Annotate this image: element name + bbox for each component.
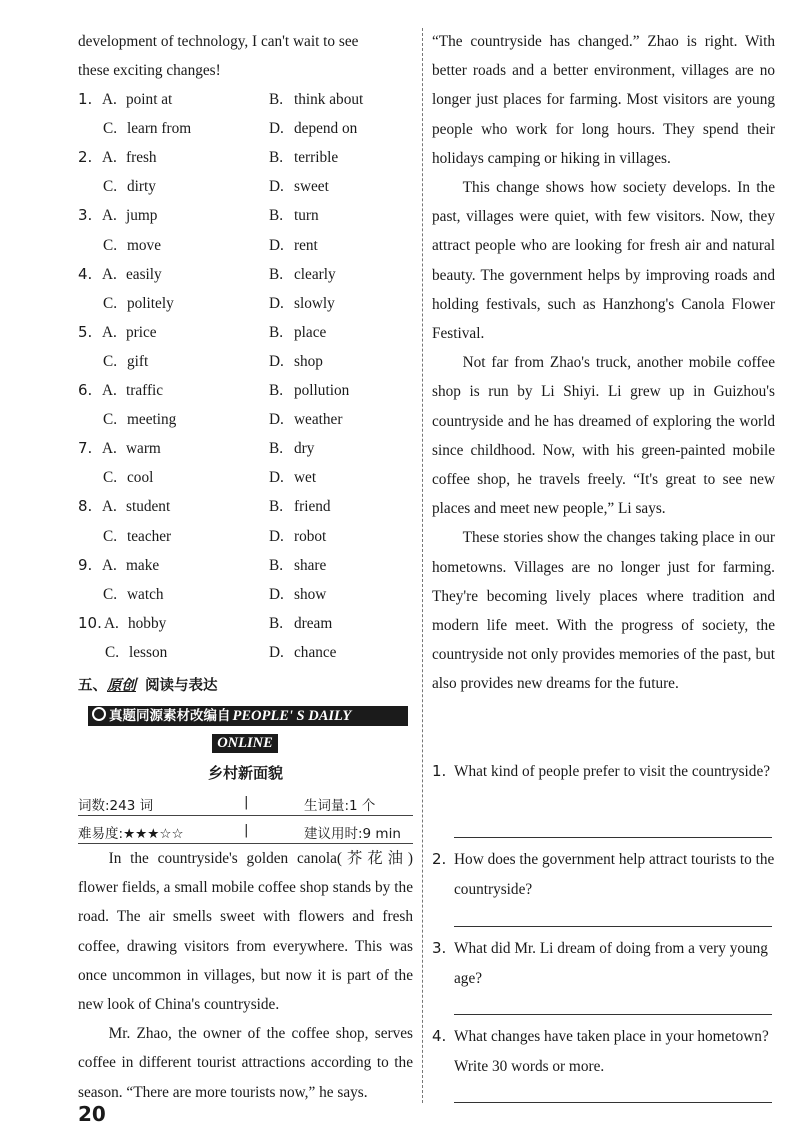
option-letter: B. (269, 323, 284, 341)
option-a: price (126, 323, 157, 341)
option-b: dry (294, 440, 315, 458)
option-letter: A. (102, 440, 117, 458)
section-heading (78, 674, 218, 695)
pin-icon (92, 707, 106, 721)
option-b: share (294, 556, 327, 574)
section-title: 阅读与表达 (145, 678, 218, 694)
option-letter: A. (102, 498, 117, 516)
question-1 (432, 757, 775, 817)
option-row (78, 522, 413, 551)
answer-line-1[interactable] (454, 837, 772, 838)
option-letter: A. (102, 91, 117, 108)
option-letter: D. (269, 178, 284, 196)
option-letter: C. (103, 236, 118, 254)
option-row (78, 231, 413, 260)
suggested-time: 建议用时:9 min (304, 826, 401, 842)
option-letter: B. (269, 207, 284, 225)
option-d: robot (294, 527, 327, 545)
question-number: 8. (78, 497, 93, 516)
option-c: watch (127, 585, 164, 603)
option-a: point at (126, 91, 173, 108)
option-row (78, 492, 413, 521)
option-a: traffic (126, 382, 164, 399)
question-number: 4. (432, 1027, 447, 1045)
option-a: warm (126, 440, 161, 458)
option-letter: C. (103, 294, 118, 312)
option-a: fresh (126, 149, 157, 167)
intro-line-2: these exciting changes! (78, 62, 221, 79)
option-row (78, 143, 413, 172)
banner-prefix: 真题同源素材改编自 (109, 708, 231, 724)
section-tag: 原创 (107, 678, 136, 694)
option-a: student (126, 498, 171, 516)
option-letter: D. (269, 527, 284, 545)
intro-line-1: development of technology, I can't wait to see (78, 33, 359, 50)
option-b: clearly (294, 265, 336, 283)
option-letter: C. (103, 527, 118, 545)
option-c: politely (127, 294, 174, 312)
option-letter: A. (102, 323, 117, 341)
banner-source: PEOPLE' S DAILY (232, 708, 352, 724)
option-c: gift (127, 352, 149, 370)
option-row (78, 172, 413, 201)
question-text: What did Mr. Li dream of doing from a very young age? (454, 940, 768, 987)
option-a: hobby (128, 614, 167, 632)
option-row (78, 609, 413, 638)
question-4 (432, 1022, 775, 1082)
new-words: 生词量:1 个 (304, 798, 376, 814)
option-row (78, 260, 413, 289)
meta-separator: | (244, 794, 249, 810)
option-row (78, 85, 413, 114)
option-letter: B. (269, 382, 284, 399)
option-letter: B. (269, 440, 284, 458)
option-d: rent (294, 236, 318, 254)
question-number: 7. (78, 439, 93, 458)
meta-separator: | (244, 822, 249, 838)
option-row (78, 551, 413, 580)
paragraph-2: Mr. Zhao, the owner of the coffee shop, serves coffee in different tourist attractions according to the season. “There are more tourists now,” he says. (78, 1025, 413, 1101)
option-c: teacher (127, 527, 172, 545)
option-b: dream (294, 614, 333, 632)
option-letter: A. (102, 207, 117, 225)
question-text: What kind of people prefer to visit the countryside? (454, 763, 771, 780)
option-row (78, 463, 413, 492)
paragraph-4: This change shows how society develops. In the past, villages were quiet, with few visitors. Now, they attract people who are looking for fresh air and natural beauty. The government helps by improving roads and holding festivals, such as Hanzhong's Canola Flower Festival. (432, 179, 775, 343)
column-divider (422, 28, 423, 1103)
option-d: chance (294, 643, 337, 661)
option-row (78, 580, 413, 609)
option-letter: C. (103, 352, 118, 370)
word-count: 词数:243 词 (78, 798, 154, 814)
option-b: friend (294, 498, 331, 516)
option-c: cool (127, 469, 154, 487)
option-letter: A. (102, 556, 117, 574)
option-c: dirty (127, 178, 156, 196)
option-a: jump (126, 207, 158, 225)
answer-line-4[interactable] (454, 1102, 772, 1103)
option-row (78, 347, 413, 376)
option-letter: D. (269, 352, 284, 370)
difficulty-label: 难易度: (78, 826, 124, 842)
option-b: terrible (294, 149, 339, 167)
question-number: 1. (432, 762, 447, 780)
option-d: depend on (294, 120, 358, 138)
option-letter: A. (104, 614, 119, 632)
question-number: 3. (432, 939, 447, 957)
question-number: 4. (78, 264, 93, 283)
question-text: How does the government help attract tourists to the countryside? (454, 851, 775, 898)
source-banner-line2: ONLINE (212, 734, 278, 753)
option-letter: C. (103, 469, 118, 487)
option-letter: A. (102, 265, 117, 283)
option-row (78, 289, 413, 318)
option-row (78, 638, 413, 667)
question-number: 5. (78, 322, 93, 341)
paragraph-5: Not far from Zhao's truck, another mobile coffee shop is run by Li Shiyi. Li grew up in Guizhou's countryside and he has dreamed of exploring the world since childhood. Now, with his green-painted mobile coffee shop, he travels freely. “It's great to see new places and meet new people,” Li says. (432, 354, 775, 518)
difficulty-stars: ★★★☆☆ (123, 826, 184, 842)
option-b: think about (294, 91, 364, 108)
option-row (78, 405, 413, 434)
option-d: show (294, 585, 327, 603)
question-text: What changes have taken place in your hometown? Write 30 words or more. (454, 1028, 769, 1075)
option-letter: D. (269, 585, 284, 603)
option-letter: B. (269, 91, 284, 108)
option-row (78, 201, 413, 230)
section-number: 五、 (78, 678, 107, 694)
option-d: wet (294, 469, 317, 487)
meta-row-1 (78, 794, 413, 814)
option-a: easily (126, 265, 162, 283)
option-d: sweet (294, 178, 329, 196)
source-banner (88, 706, 408, 726)
meta-rule (78, 815, 413, 816)
question-2 (432, 845, 775, 905)
option-d: weather (294, 411, 343, 429)
option-b: pollution (294, 382, 350, 399)
question-number: 2. (432, 850, 447, 868)
option-letter: D. (269, 120, 284, 138)
option-row (78, 114, 413, 143)
option-letter: B. (269, 265, 284, 283)
option-letter: D. (269, 294, 284, 312)
question-3 (432, 934, 775, 994)
option-letter: C. (103, 411, 118, 429)
option-letter: C. (105, 643, 120, 661)
answer-line-3[interactable] (454, 1014, 772, 1015)
option-row (78, 318, 413, 347)
option-b: turn (294, 207, 319, 225)
paragraph-6: These stories show the changes taking place in our hometowns. Villages are no longer just for farming. They're becoming lively places where tradition and modern life meet. With the progress of society, the countryside not only provides memories of the past, but also provides new dreams for the future. (432, 529, 775, 693)
option-letter: B. (269, 556, 284, 574)
option-letter: C. (103, 178, 118, 196)
option-letter: A. (102, 149, 117, 167)
option-letter: C. (103, 120, 118, 138)
option-c: lesson (129, 643, 168, 661)
option-letter: B. (269, 498, 284, 516)
meta-row-2 (78, 822, 413, 842)
question-number: 2. (78, 148, 93, 167)
article-title: 乡村新面貌 (207, 764, 283, 782)
option-letter: B. (269, 149, 284, 167)
option-d: slowly (294, 294, 335, 312)
question-number: 1. (78, 90, 93, 108)
option-b: place (294, 323, 327, 341)
option-row (78, 434, 413, 463)
option-letter: A. (102, 382, 117, 399)
option-letter: B. (269, 614, 284, 632)
paragraph-1: In the countryside's golden canola(芥花油) flower fields, a small mobile coffee shop stands by the road. The air smells sweet with flowers and fresh coffee, drawing visitors from everywhere. This was once uncommon in villages, but now it is part of the new look of China's countryside. (78, 850, 413, 1014)
page-number: 20 (78, 1102, 106, 1126)
question-number: 10. (78, 613, 102, 632)
question-number: 9. (78, 555, 93, 574)
answer-line-2[interactable] (454, 926, 772, 927)
option-letter: D. (269, 643, 284, 661)
option-row (78, 376, 413, 405)
option-c: learn from (127, 120, 192, 138)
option-letter: D. (269, 411, 284, 429)
option-letter: D. (269, 469, 284, 487)
option-c: meeting (127, 411, 177, 429)
question-number: 3. (78, 206, 93, 225)
option-c: move (127, 236, 161, 254)
option-d: shop (294, 352, 323, 370)
question-number: 6. (78, 381, 93, 399)
option-letter: C. (103, 585, 118, 603)
option-a: make (126, 556, 160, 574)
paragraph-3: “The countryside has changed.” Zhao is right. With better roads and a better environment, villages are no longer just places for farming. Most visitors are young people who work for long hours. They spend their holidays camping or hiking in villages. (432, 33, 775, 167)
option-letter: D. (269, 236, 284, 254)
